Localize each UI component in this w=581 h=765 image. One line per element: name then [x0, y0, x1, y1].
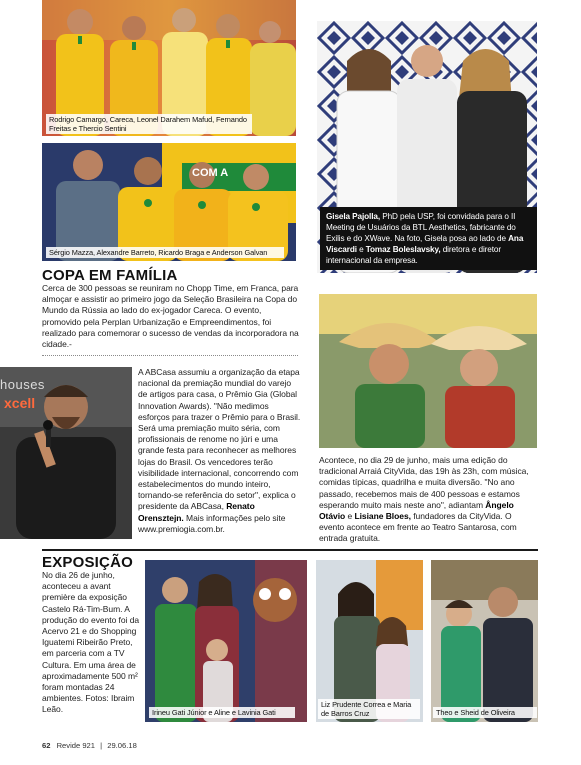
- person-name: Tomaz Boleslavsky,: [365, 245, 441, 254]
- photo-caption: Theo e Sheid de Oliveira: [433, 707, 537, 718]
- exposicao-body: No dia 26 de junho, aconteceu a avant première da exposição Castelo Rá-Tim-Bum. A produção do evento foi da Acervo 21 e do Shopping Iguatemi Ribeirão Preto, em parceria com a TV Cultura. Em uma área de aproximadamente 500 m² foram montadas 24 ambientes. Fotos: Ibraim Leão.: [42, 570, 140, 715]
- banner-text: COM A: [192, 167, 229, 179]
- photo-oliveira: [431, 560, 538, 722]
- stage-text: houses: [0, 377, 45, 392]
- photo-gati-family: [145, 560, 307, 722]
- photo-caption: Gisela Pajolla, PhD pela USP, foi convidada para o II Meeting de Usuários da BTL Aesthetics, fabricante do Exilis e do XWave. Na foto, Gisela posa ao lado de Ana Viscardi e Tomaz Boleslavsky, diretora e diretor internacional da empresa.: [320, 207, 537, 270]
- magazine-name: Revide 921: [56, 741, 95, 750]
- photo-correa-cruz: [316, 560, 423, 722]
- person-name: Lisiane Bloes,: [354, 511, 411, 522]
- section-title-exposicao: EXPOSIÇÃO: [42, 554, 133, 571]
- photo-caption: Rodrigo Camargo, Careca, Leonel Darahem Mafud, Fernando Freitas e Thercio Sentini: [46, 114, 252, 134]
- photo-copa-group-1: [42, 0, 296, 136]
- photo-arraia-couple: [319, 294, 537, 448]
- person-name: Ana Viscardi: [326, 234, 524, 254]
- person-name: Ângelo Otávio: [319, 499, 514, 522]
- photo-caption: Sérgio Mazza, Alexandre Barreto, Ricardo Braga e Anderson Galvan: [46, 247, 284, 258]
- abcasa-body: A ABCasa assumiu a organização da etapa nacional da premiação mundial do varejo de artigos para casa, o Prêmio Gia (Global Innovation Awards). "Não medimos esforços para trazer o Prêmio para o Brasil. Será uma premiação muito séria, com profissionais de renome no júri e uma grande festa para reconhecer as melhores lojas do Brasil. Os vencedores terão visibilidade internacional, concorrendo com estabelecimentos do mundo inteiro, tornando-se referência do setor", explica o presidente da ABCasa, Renato Orensztejn. Mais informações pelo site www.premiogia.com.br.: [138, 367, 301, 534]
- photo-btl-meeting: [317, 21, 537, 273]
- arraia-body: Acontece, no dia 29 de junho, mais uma edição do tradicional Arraiá CityVida, das 19h às 23h, com música, comidas típicas, quadrilha e muita diversão. "No ano passado, recebemos mais de 400 pessoas e estamos esperando muito mais neste ano", adiantam Ângelo Otávio e Lisiane Bloes, fundadores da CityVida. O evento acontece em frente ao Teatro Santarosa, com entrada gratuita.: [319, 455, 529, 544]
- copa-body: Cerca de 300 pessoas se reuniram no Chopp Time, em Franca, para almoçar e assistir ao primeiro jogo da Seleção Brasileira na Copa do Mundo da Rússia ao lado do ex-jogador Careca. O evento, promovido pela Perplan Urbanização e Empreendimentos, foi realizado para comemorar o sucesso de vendas da incorporadora na cidade.-: [42, 283, 299, 350]
- footer-separator: |: [100, 741, 103, 750]
- photo-caption: Irineu Gati Júnior e Aline e Lavinia Gati: [149, 707, 295, 718]
- stage-text: xcell: [4, 395, 36, 411]
- person-name: Gisela Pajolla,: [326, 212, 381, 221]
- page-footer: [42, 741, 137, 750]
- photo-abcasa-speaker: [0, 367, 132, 539]
- section-title-copa: COPA EM FAMÍLIA: [42, 267, 178, 284]
- page-number: 62: [42, 741, 51, 750]
- person-name: Renato Orensztejn.: [138, 501, 255, 523]
- photo-caption: Liz Prudente Correa e Maria de Barros Cruz: [318, 699, 420, 719]
- photo-copa-group-2: [42, 143, 296, 261]
- section-divider: [42, 355, 298, 356]
- issue-date: 29.06.18: [107, 741, 137, 750]
- section-rule: [42, 549, 538, 551]
